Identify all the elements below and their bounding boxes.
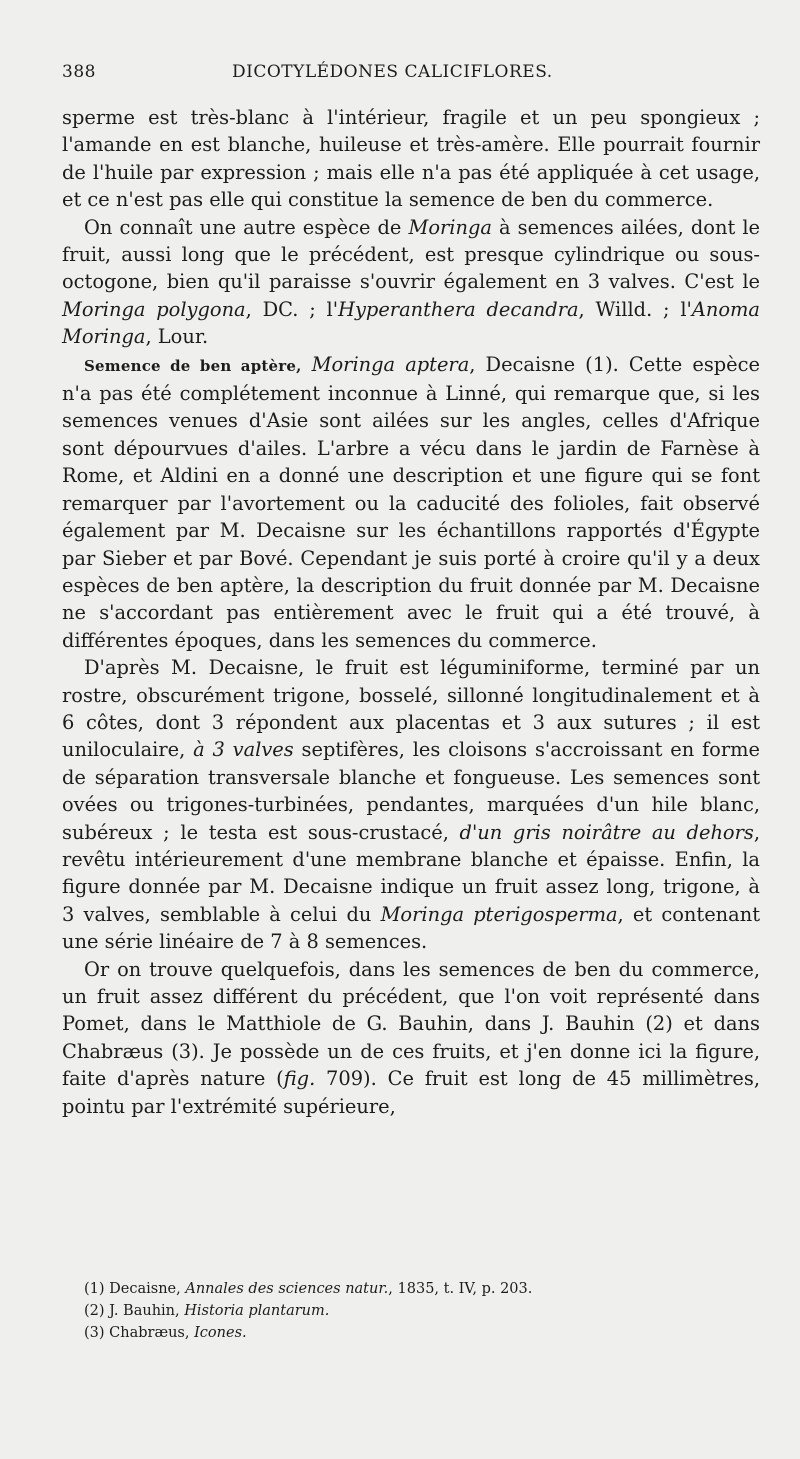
footnote-3 xyxy=(62,1322,760,1344)
italic-run: à 3 valves xyxy=(193,738,294,762)
paragraph-1-text: sperme est très-blanc à l'intérieur, fragile et un peu spongieux ; l'amande en est blanche, huileuse et très-amère. Elle pourrait fournir de l'huile par expression ; mais elle n'a pas été appliquée à cet usage, et ce n'est pas elle qui constitue la semence de ben du commerce. xyxy=(62,106,760,212)
text-run: , Willd. ; l' xyxy=(578,297,692,321)
text-run: , 1835, t. IV, p. 203. xyxy=(388,1281,533,1297)
text-run: (2) J. Bauhin, xyxy=(84,1303,185,1319)
page-body xyxy=(62,104,760,1120)
paragraph-1 xyxy=(62,104,760,214)
italic-run: Moringa polygona xyxy=(62,297,246,321)
italic-run: Moringa pterigosperma xyxy=(380,902,618,926)
text-run: , et contenant une série linéaire de 7 à 8 semences. xyxy=(62,902,760,954)
italic-run: Moringa aptera xyxy=(311,352,470,376)
footnote-2 xyxy=(62,1300,760,1322)
footnote-1 xyxy=(62,1278,760,1300)
italic-run: Anoma Moringa xyxy=(62,297,760,349)
text-run: 709). Ce fruit est long de 45 millimètres, pointu par l'extrémité supérieure, xyxy=(62,1067,761,1118)
running-title: DICOTYLÉDONES CALICIFLORES. xyxy=(232,62,553,82)
paragraph-3 xyxy=(62,351,760,654)
italic-run: d'un gris noirâtre au dehors xyxy=(459,820,754,844)
italic-run: Moringa xyxy=(408,215,492,239)
text-run: septifères, les cloisons s'accroissant en forme de séparation transversale blanche et fongueuse. Les semences sont ovées ou trigones-turbinées, pendantes, marquées d'un hile blanc, subéreux ; le testa est sous-crustacé, xyxy=(62,738,760,844)
text-run: Or on trouve quelquefois, dans les semences de ben du commerce, un fruit assez différent du précédent, que l'on voit représenté dans Pomet, dans le Matthiole de G. Bauhin, dans J. Bauhin (2) et dans Chabræus (3). Je possède un de ces fruits, et j'en donne ici la figure, faite d'après nature ( xyxy=(62,957,760,1091)
text-run: D'après M. Decaisne, le fruit est léguminiforme, terminé par un rostre, obscurément trigone, bosselé, sillonné longitudinalement et à 6 côtes, dont 3 répondent aux placentas et 3 aux sutures ; il est uniloculaire, xyxy=(62,656,760,762)
italic-run: Icones. xyxy=(194,1325,247,1341)
text-run xyxy=(302,353,312,376)
italic-run: Hyperanthera decandra xyxy=(338,297,579,321)
text-run: (1) Decaisne, xyxy=(84,1281,186,1297)
paragraph-4 xyxy=(62,654,760,955)
footnotes xyxy=(62,1278,760,1344)
italic-run: Historia plantarum. xyxy=(184,1303,330,1319)
section-heading: Semence de ben aptère, xyxy=(84,356,302,375)
text-run: (3) Chabræus, xyxy=(84,1325,195,1341)
page-number: 388 xyxy=(62,62,96,82)
italic-run: fig. xyxy=(283,1067,316,1091)
paragraph-2 xyxy=(62,214,760,351)
text-run: , revêtu intérieurement d'une membrane blanche et épaisse. Enfin, la figure donnée par M. Decaisne indique un fruit assez long, trigone, à 3 valves, semblable à celui du xyxy=(62,820,760,926)
text-run: , Decaisne (1). Cette espèce n'a pas été complétement inconnue à Linné, qui remarque que, si les semences venues d'Asie sont ailées sur les angles, celles d'Afrique sont dépourvues d'ailes. L'arbre a vécu dans le jardin de Farnèse à Rome, et Aldini en a donné une description et une figure qui se font remarquer par l'avortement ou la caducité des folioles, fait observé également par M. Decaisne sur les échantillons rapportés d'Égypte par Sieber et par Bové. Cependant je suis porté à croire qu'il y a deux espèces de ben aptère, la description du fruit donnée par M. Decaisne ne s'accordant pas entièrement avec le fruit qui a été trouvé, à différentes époques, dans les semences du commerce. xyxy=(62,352,760,652)
text-run: à semences ailées, dont le fruit, aussi long que le précédent, est presque cylindrique ou sous-octogone, bien qu'il paraisse s'ouvrir également en 3 valves. C'est le xyxy=(62,215,760,294)
text-run: , Lour. xyxy=(145,325,209,349)
italic-run: Annales des sciences natur. xyxy=(185,1281,389,1297)
text-run: , DC. ; l' xyxy=(245,297,339,321)
paragraph-5 xyxy=(62,956,760,1120)
text-run: On connaît une autre espèce de xyxy=(84,215,409,239)
